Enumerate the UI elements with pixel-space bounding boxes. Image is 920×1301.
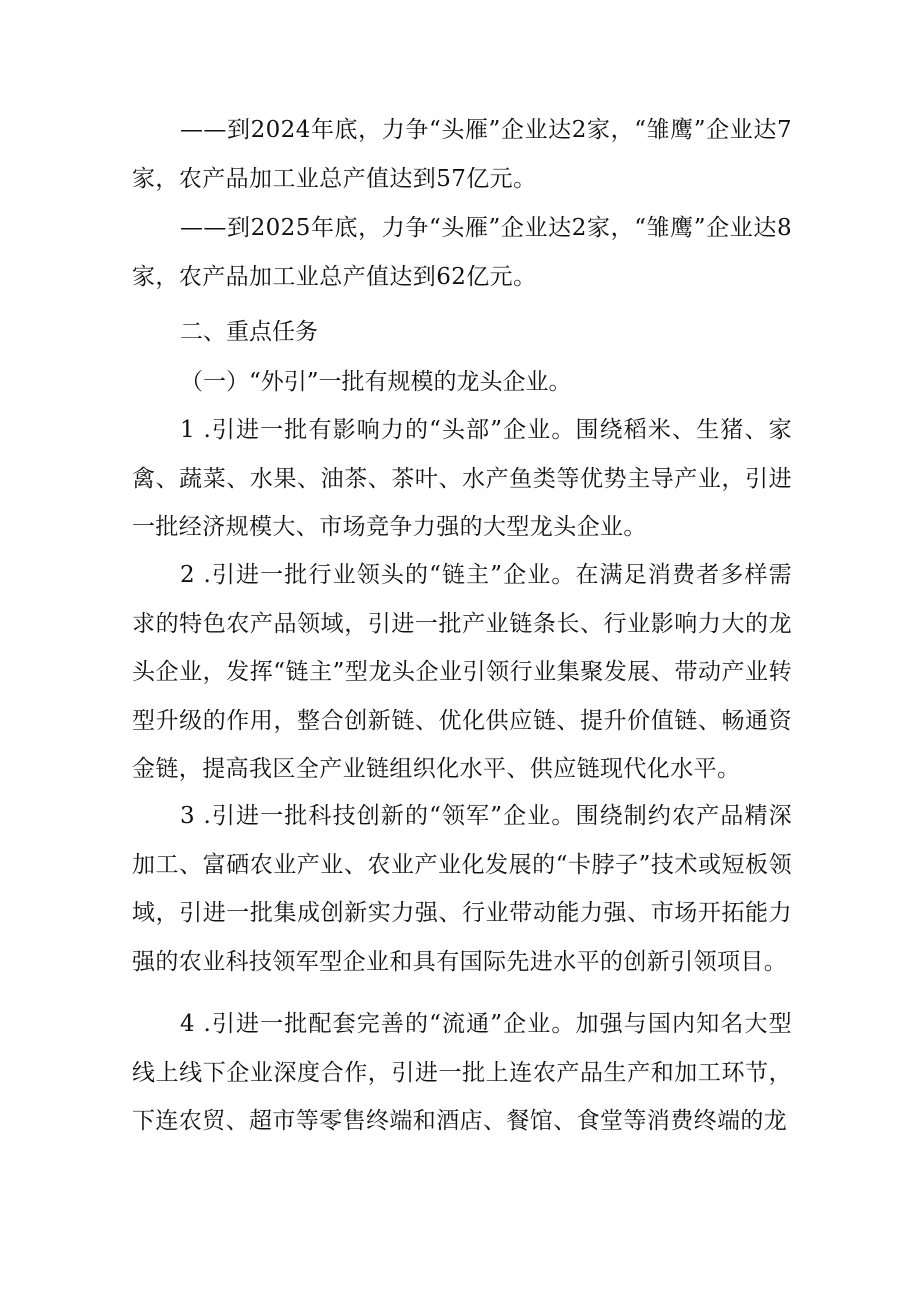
subsection-heading-external-introduction: （一）“外引”一批有规模的龙头企业。 [180,369,572,395]
item-2-paragraph: 2 .引进一批行业领头的“链主”企业。在满足消费者多样需求的特色农产品领域，引进一批产业链条长、行业影响力大的龙头企业，发挥“链主”型龙头企业引领行业集聚发展、带动产业转型升级的作用，整合创新链、优化供应链、提升价值链、畅通资金链，提高我区全产业链组织化水平、供应链现代化水平。 [132,562,792,782]
item-4-paragraph: 4 .引进一批配套完善的“流通”企业。加强与国内知名大型线上线下企业深度合作，引进一批上连农产品生产和加工环节，下连农贸、超市等零售终端和酒店、餐馆、食堂等消费终端的龙 [132,1011,792,1134]
section-heading-key-tasks: 二、重点任务 [180,319,318,345]
item-3-paragraph: 3 .引进一批科技创新的“领军”企业。围绕制约农产品精深加工、富硒农业产业、农业产业化发展的“卡脖子”技术或短板领域，引进一批集成创新实力强、行业带动能力强、市场开拓能力强的农业科技领军型企业和具有国际先进水平的创新引领项目。 [132,803,792,975]
target-2024-paragraph: ——到2024年底，力争“头雁”企业达2家，“雏鹰”企业达7家，农产品加工业总产值达到57亿元。 [132,117,792,192]
item-1-paragraph: 1 .引进一批有影响力的“头部”企业。围绕稻米、生猪、家禽、蔬菜、水果、油茶、茶叶、水产鱼类等优势主导产业，引进一批经济规模大、市场竞争力强的大型龙头企业。 [132,417,792,540]
target-2025-paragraph: ——到2025年底，力争“头雁”企业达2家，“雏鹰”企业达8家，农产品加工业总产值达到62亿元。 [132,215,792,290]
